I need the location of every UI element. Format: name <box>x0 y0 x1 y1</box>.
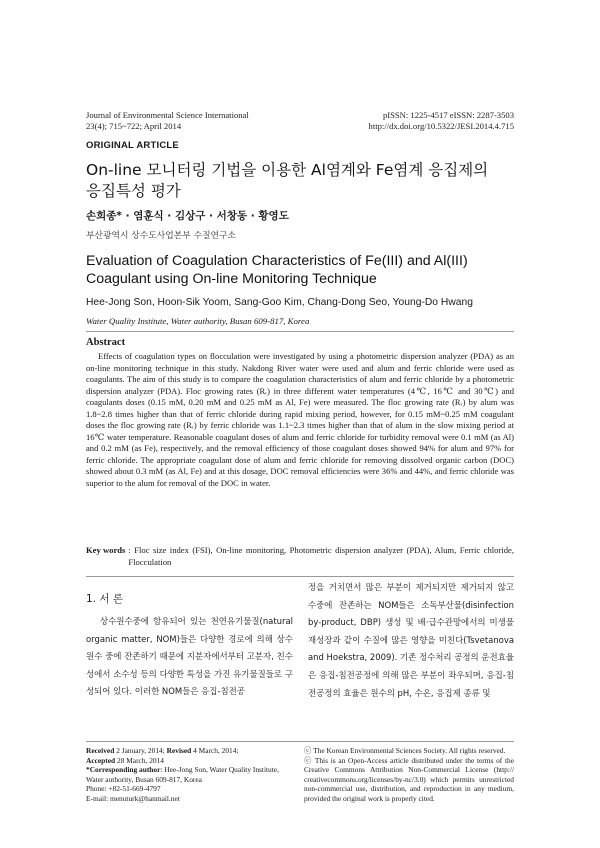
authors-korean: 손희종* · 염훈식 · 김상구 · 서창동 · 황영도 <box>86 210 289 222</box>
author-phone: Phone: +82-51-669-4797 <box>86 784 161 794</box>
journal-identifiers <box>348 110 514 132</box>
footnote-right <box>304 746 514 804</box>
article-type: ORIGINAL ARTICLE <box>86 140 179 151</box>
abstract-body: Effects of coagulation types on flocculation were investigated by using a photometric dispersion analyzer (PDA) as an on-line monitoring technique in this study. Nakdong River water were used and alum and ferric chloride were used as coagulants. The aim of this study is to compare the coagulation characteristics of alum and ferric chloride by a photometric dispersion analyzer (PDA). Floc growing rates (Rᵣ) in three different water temperatures (4℃, 16℃ and 30℃) and coagulants doses (0.15 mM, 0.20 mM and 0.25 mM as Al, Fe) were measured. The floc growing rate (Rᵣ) by alum was 1.8~2.8 times higher than that of ferric chloride during rapid mixing period, however, for 0.15 mM~0.25 mM coagulant doses the floc growing rate (Rᵣ) by ferric chloride was 1.1~2.3 times higher than that of alum in the slow mixing period at 16℃ water temperature. Reasonable coagulant doses of alum and ferric chloride for turbidity removal were 0.1 mM (as Al) and 0.2 mM (as Fe), respectively, and the removal efficiency of those coagulant doses showed 94% for alum and 97% for ferric chloride. The appropriate coagulant dose of alum and ferric chloride for removing dissolved organic carbon (DOC) showed about 0.3 mM (as Al, Fe) and at this dosage, DOC removal efficiencies were 36% and 44%, and ferric chloride was superior to the alum for removal of the DOC in water. <box>86 351 514 489</box>
journal-header <box>86 110 336 132</box>
author-email[interactable]: E-mail: menuturk@hanmail.net <box>86 793 180 803</box>
abstract-heading: Abstract <box>86 337 126 348</box>
authors-english: Hee-Jong Son, Hoon-Sik Yoom, Sang-Goo Kim, Chang-Dong Seo, Young-Do Hwang <box>86 297 473 308</box>
title-korean-line-1: On-line 모니터링 기법을 이용한 Al염계와 Fe염계 응집제의 <box>86 161 489 179</box>
divider-top <box>86 331 514 332</box>
footnote-left <box>86 746 296 804</box>
title-english-line-1: Evaluation of Coagulation Characteristics of Fe(III) and Al(III) <box>86 253 468 269</box>
copyright-notice: ⓒ The Korean Environmental Sciences Society. All rights reserved. <box>304 746 506 755</box>
title-english-line-2: Coagulant using On-line Monitoring Technique <box>86 271 377 287</box>
corresponding-author: *Corresponding author: Hee-Jong Son, Water Quality Institute, Water authority, Busan 609-817, Korea <box>86 765 279 784</box>
intro-column-right: 정을 거치면서 많은 부분이 제거되지만 제거되지 않고 수중에 잔존하는 NOM들은 소독부산물(disinfection by-product, DBP) 생성 및 배·급수관망에서의 미생물 재성장과 같이 수질에 많은 영향을 미친다(Tsvetanova and Hoekstra, 2009). 기존 정수처리 공정의 운전효율은 응집-침전공정에 의해 많은 부분이 좌우되며, 응집-침전공정의 효율은 원수의 pH, 수온, 응집제 종류 및 <box>308 582 514 698</box>
keywords-label: Key words <box>86 545 126 555</box>
accepted-date: Accepted 28 March, 2014 <box>86 755 165 765</box>
divider-middle <box>86 576 514 577</box>
affiliation-korean: 부산광역시 상수도사업본부 수질연구소 <box>86 231 237 241</box>
issn: pISSN: 1225-4517 eISSN: 2287-3503 <box>382 110 514 120</box>
doi-link[interactable]: http://dx.doi.org/10.5322/JESI.2014.4.715 <box>368 121 514 131</box>
received-dates: Received 2 January, 2014; Revised 4 March, 2014; <box>86 746 239 755</box>
journal-name: Journal of Environmental Science International <box>86 110 249 120</box>
affiliation-english: Water Quality Institute, Water authority, Busan 609-817, Korea <box>86 316 310 326</box>
title-korean-line-2: 응집특성 평가 <box>86 182 181 200</box>
divider-footnote <box>86 741 514 742</box>
title-english <box>86 252 526 288</box>
license-notice: ⓒ This is an Open-Access article distributed under the terms of the Creative Commons Attribution Non-Commercial License (http:// creativecommons.org/licenses/by-nc/3.0) which permits unrestricted non-commercial use, distribution, and reproduction in any medium, provided the original work is properly cited. <box>304 755 514 803</box>
keywords-text: : Floc size index (FSI), On-line monitoring, Photometric dispersion analyzer (PDA), Alum, Ferric chloride, Flocculation <box>128 545 514 567</box>
intro-column-left: 상수원수중에 함유되어 있는 천연유기물질(natural organic matter, NOM)들은 다양한 경로에 의해 상수원수 중에 잔존하기 때문에 지분자에서부터 고분자, 친수성에서 소수성 등의 다양한 특성을 가진 유기물질들로 구성되어 있다. 이러한 NOM들은 응집-침전공 <box>86 616 293 697</box>
title-korean <box>86 160 526 202</box>
journal-issue: 23(4); 715~722; April 2014 <box>86 121 182 131</box>
section-heading-introduction: 1. 서 론 <box>86 593 123 605</box>
keywords <box>86 545 514 568</box>
